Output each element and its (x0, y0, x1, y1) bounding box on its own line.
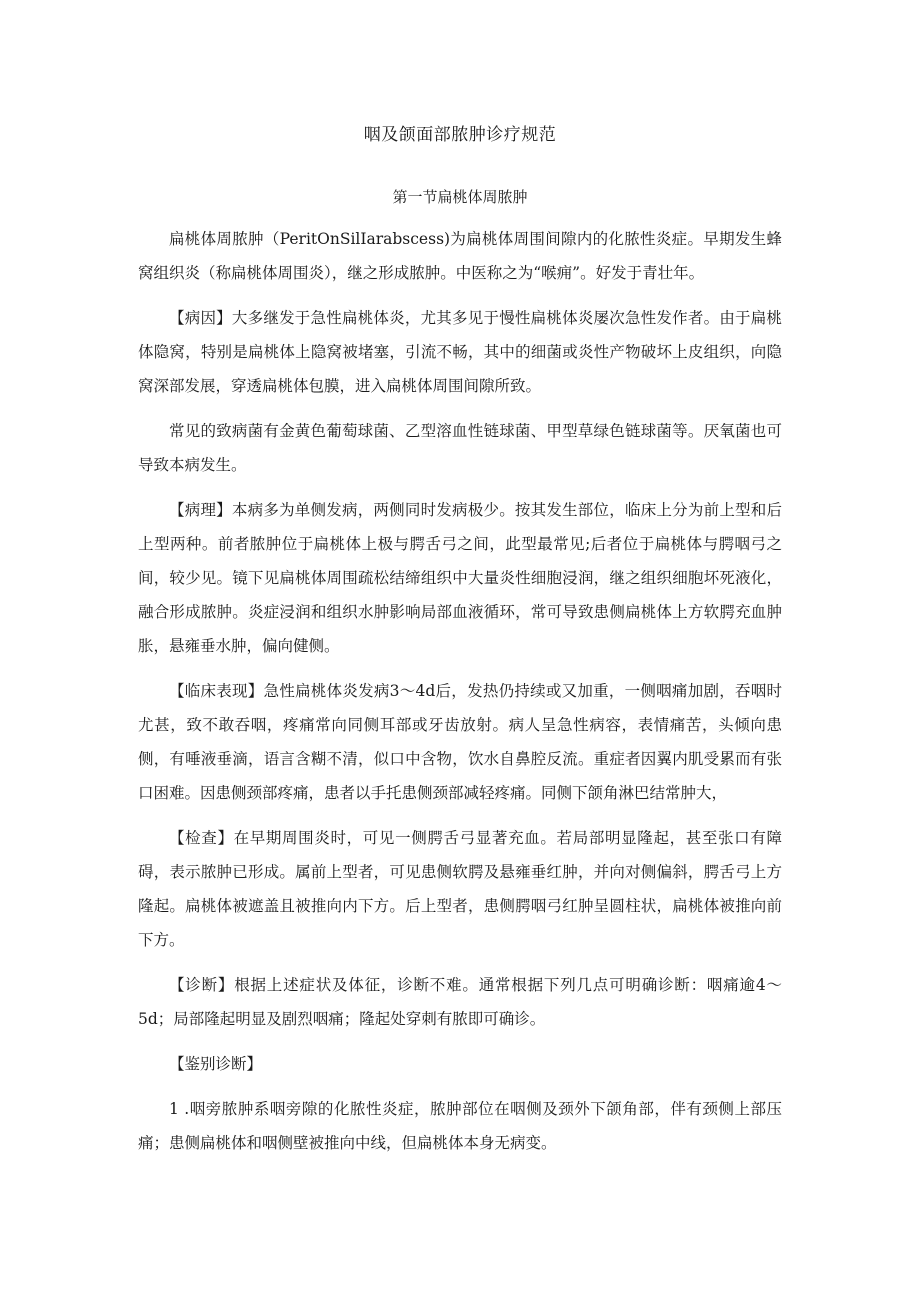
section-title: 第一节扁桃体周脓肿 (392, 188, 528, 206)
paragraph-text: 本病多为单侧发病，两侧同时发病极少。按其发生部位，临床上分为前上型和后上型两种。前者脓肿位于扁桃体上极与腭舌弓之间，此型最常见;后者位于扁桃体与腭咽弓之间，较少见。镜下见扁桃体周围疏松结缔组织中大量炎性细胞浸润，继之组织细胞坏死液化，融合形成脓肿。炎症浸润和组织水肿影响局部血液循环，常可导致患侧扁桃体上方软腭充血肿胀，悬雍垂水肿，偏向健侧。 (138, 501, 782, 655)
paragraph-text: 常见的致病菌有金黄色葡萄球菌、乙型溶血性链球菌、甲型草绿色链球菌等。厌氧菌也可导致本病发生。 (138, 422, 782, 474)
paragraph-text: 根据上述症状及体征，诊断不难。通常根据下列几点可明确诊断：咽痛逾4～5d；局部隆起明显及剧烈咽痛；隆起处穿刺有脓即可确诊。 (138, 976, 782, 1028)
paragraph-label: 【检查】 (169, 829, 234, 847)
paragraph-label: 【鉴别诊断】 (169, 1055, 263, 1073)
paragraph-text: 咽旁脓肿系咽旁隙的化脓性炎症，脓肿部位在咽侧及颈外下颌角部，伴有颈侧上部压痛；患侧扁桃体和咽侧壁被推向中线，但扁桃体本身无病变。 (138, 1100, 782, 1152)
paragraph-label: 【病理】 (169, 501, 232, 519)
paragraph-pathology (138, 493, 782, 663)
document-body (138, 222, 782, 1171)
paragraph-diagnosis (138, 968, 782, 1036)
paragraph-text: 在早期周围炎时，可见一侧腭舌弓显著充血。若局部明显隆起，甚至张口有障碍，表示脓肿已形成。属前上型者，可见患侧软腭及悬雍垂红肿，并向对侧偏斜，腭舌弓上方隆起。扁桃体被遮盖且被推向内下方。后上型者，患侧腭咽弓红肿呈圆柱状，扁桃体被推向前下方。 (138, 829, 782, 949)
paragraph-label: 【临床表现】 (169, 682, 264, 700)
paragraph-differential-item-1 (138, 1092, 782, 1160)
paragraph-text: 扁桃体周脓肿（PeritOnSilIarabscess)为扁桃体周围间隙内的化脓性炎症。早期发生蜂窝组织炎（称扁桃体周围炎），继之形成脓肿。中医称之为“喉痈”。好发于青壮年。 (138, 230, 782, 282)
paragraph-label: 【病因】 (169, 309, 232, 327)
paragraph-label: 【诊断】 (169, 976, 235, 994)
paragraph-text: 急性扁桃体炎发病3～4d后，发热仍持续或又加重，一侧咽痛加剧，吞咽时尤甚，致不敢吞咽，疼痛常向同侧耳部或牙齿放射。病人呈急性病容，表情痛苦，头倾向患侧，有唾液垂滴，语言含糊不清，似口中含物，饮水自鼻腔反流。重症者因翼内肌受累而有张口困难。因患侧颈部疼痛，患者以手托患侧颈部减轻疼痛。同侧下颌角淋巴结常肿大， (138, 682, 782, 802)
document-title: 咽及颌面部脓肿诊疗规范 (363, 125, 557, 145)
paragraph-examination (138, 821, 782, 957)
paragraph-differential-heading (138, 1047, 782, 1081)
paragraph-intro (138, 222, 782, 290)
paragraph-text: 大多继发于急性扁桃体炎，尤其多见于慢性扁桃体炎屡次急性发作者。由于扁桃体隐窝，特别是扁桃体上隐窝被堵塞，引流不畅，其中的细菌或炎性产物破坏上皮组织，向隐窝深部发展，穿透扁桃体包膜，进入扁桃体周围间隙所致。 (138, 309, 782, 395)
paragraph-pathogens (138, 414, 782, 482)
paragraph-clinical (138, 674, 782, 810)
paragraph-etiology (138, 301, 782, 403)
paragraph-label: 1 . (169, 1100, 190, 1118)
